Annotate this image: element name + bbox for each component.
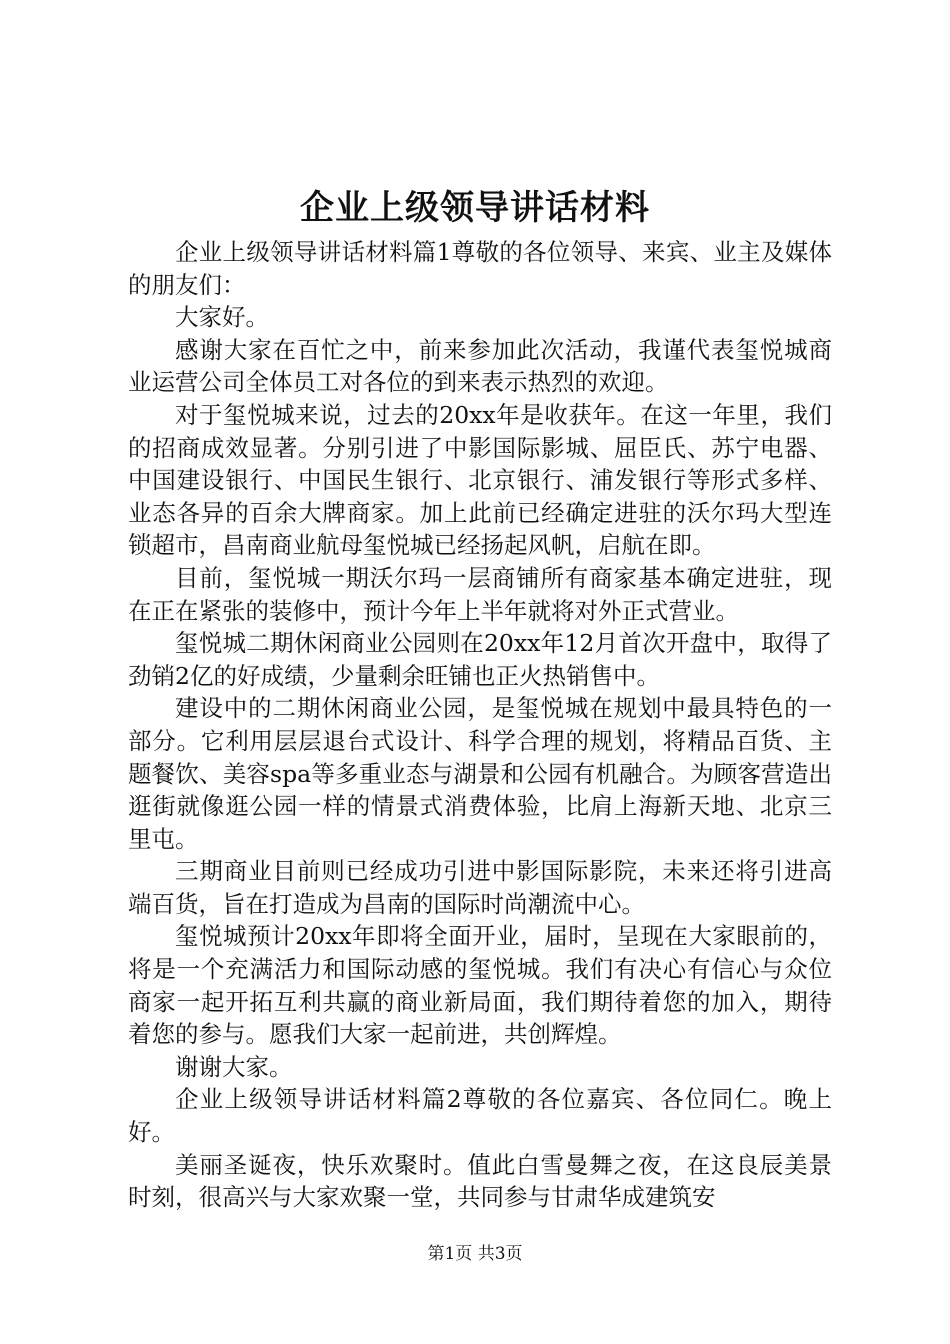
- paragraph: 谢谢大家。: [175, 1052, 293, 1081]
- page-footer: 第1页 共3页: [427, 1244, 523, 1264]
- paragraph: 感谢大家在百忙之中，前来参加此次活动，我谨代表玺悦城商业运营公司全体员工对各位的到来表示热烈的欢迎。: [128, 335, 832, 397]
- paragraph: 大家好。: [175, 303, 269, 332]
- paragraph: 对于玺悦城来说，过去的20xx年是收获年。在这一年里，我们的招商成效显著。分别引进了中影国际影城、屈臣氏、苏宁电器、中国建设银行、中国民生银行、北京银行、浦发银行等形式多样、业态各异的百余大牌商家。加上此前已经确定进驻的沃尔玛大型连锁超市，昌南商业航母玺悦城已经扬起风帆，启航在即。: [128, 400, 832, 560]
- document-title: 企业上级领导讲话材料: [300, 188, 650, 228]
- paragraph: 玺悦城二期休闲商业公园则在20xx年12月首次开盘中，取得了劲销2亿的好成绩，少量剩余旺铺也正火热销售中。: [128, 629, 832, 690]
- paragraph: 目前，玺悦城一期沃尔玛一层商铺所有商家基本确定进驻，现在正在紧张的装修中，预计今年上半年就将对外正式营业。: [128, 563, 832, 625]
- paragraph: 玺悦城预计20xx年即将全面开业，届时，呈现在大家眼前的，将是一个充满活力和国际动感的玺悦城。我们有决心有信心与众位商家一起开拓互利共赢的商业新局面，我们期待着您的加入，期待着您的参与。愿我们大家一起前进，共创辉煌。: [128, 922, 832, 1049]
- paragraph: 三期商业目前则已经成功引进中影国际影院，未来还将引进高端百货，旨在打造成为昌南的国际时尚潮流中心。: [128, 857, 832, 918]
- paragraph: 企业上级领导讲话材料篇1尊敬的各位领导、来宾、业主及媒体的朋友们：: [128, 238, 832, 299]
- paragraph: 企业上级领导讲话材料篇2尊敬的各位嘉宾、各位同仁。晚上好。: [128, 1085, 832, 1147]
- paragraph: 美丽圣诞夜，快乐欢聚时。值此白雪曼舞之夜，在这良辰美景时刻，很高兴与大家欢聚一堂，共同参与甘肃华成建筑安: [128, 1150, 832, 1212]
- paragraph: 建设中的二期休闲商业公园，是玺悦城在规划中最具特色的一部分。它利用层层退台式设计、科学合理的规划，将精品百货、主题餐饮、美容spa等多重业态与湖景和公园有机融合。为顾客营造出逛街就像逛公园一样的情景式消费体验，比肩上海新天地、北京三里屯。: [128, 694, 832, 853]
- document-body: [128, 236, 832, 1214]
